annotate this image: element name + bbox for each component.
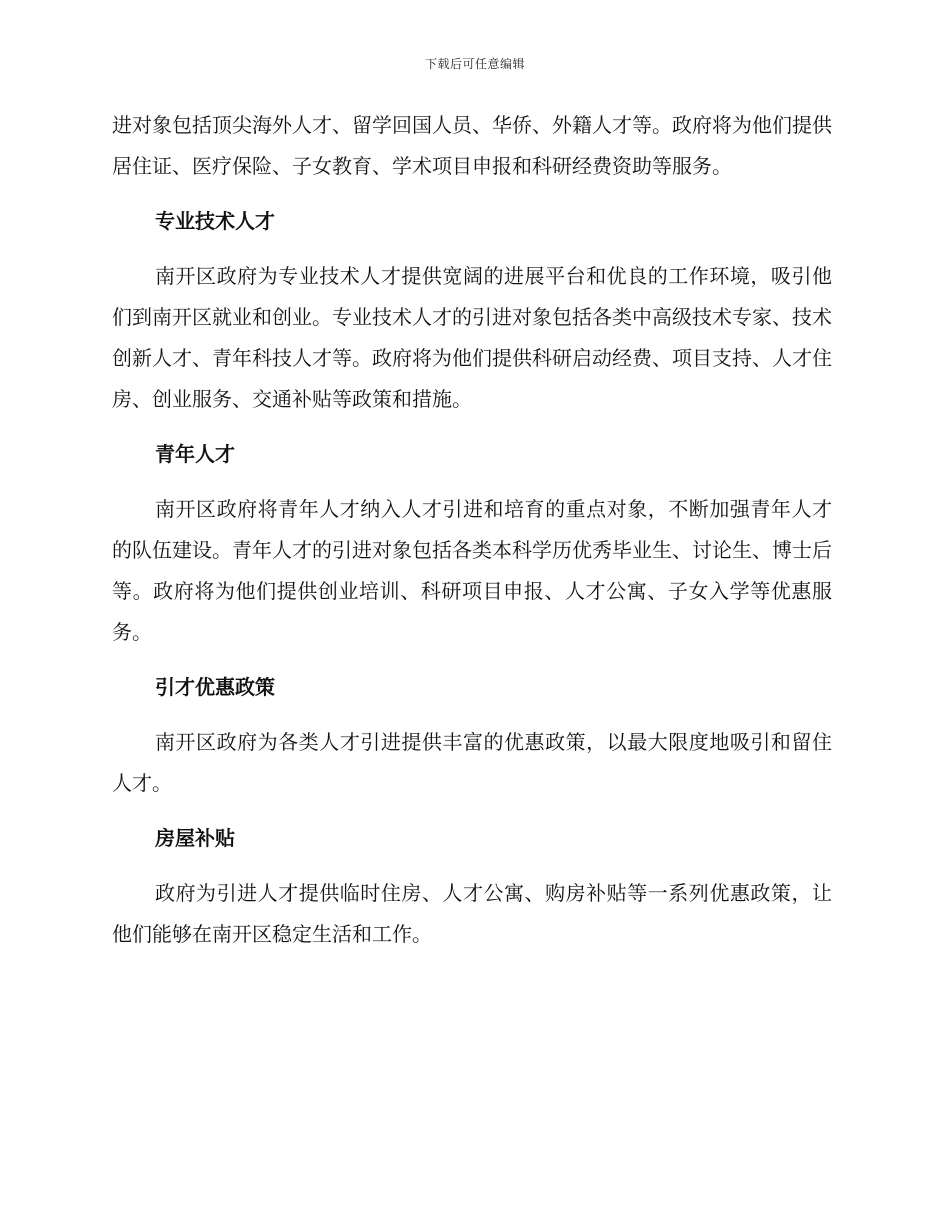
section-heading: 青年人才 [155,442,235,466]
section-heading: 引才优惠政策 [155,675,275,699]
paragraph: 进对象包括顶尖海外人才、留学回国人员、华侨、外籍人才等。政府将为他们提供居住证、医疗保险、子女教育、学术项目申报和科研经费资助等服务。 [112,113,832,178]
paragraph: 南开区政府将青年人才纳入人才引进和培育的重点对象，不断加强青年人才的队伍建设。青年人才的引进对象包括各类本科学历优秀毕业生、讨论生、博士后等。政府将为他们提供创业培训、科研项目申报、人才公寓、子女入学等优惠服务。 [112,497,832,644]
section-heading: 专业技术人才 [155,209,275,233]
header-note: 下载后可任意编辑 [424,57,525,71]
document-body [112,105,832,969]
paragraph: 南开区政府为专业技术人才提供宽阔的进展平台和优良的工作环境，吸引他们到南开区就业和创业。专业技术人才的引进对象包括各类中高级技术专家、技术创新人才、青年科技人才等。政府将为他们提供科研启动经费、项目支持、人才住房、创业服务、交通补贴等政策和措施。 [112,264,832,411]
section-heading: 房屋补贴 [155,826,235,850]
paragraph: 南开区政府为各类人才引进提供丰富的优惠政策，以最大限度地吸引和留住人才。 [112,730,832,795]
paragraph: 政府为引进人才提供临时住房、人才公寓、购房补贴等一系列优惠政策，让他们能够在南开区稳定生活和工作。 [112,881,832,946]
